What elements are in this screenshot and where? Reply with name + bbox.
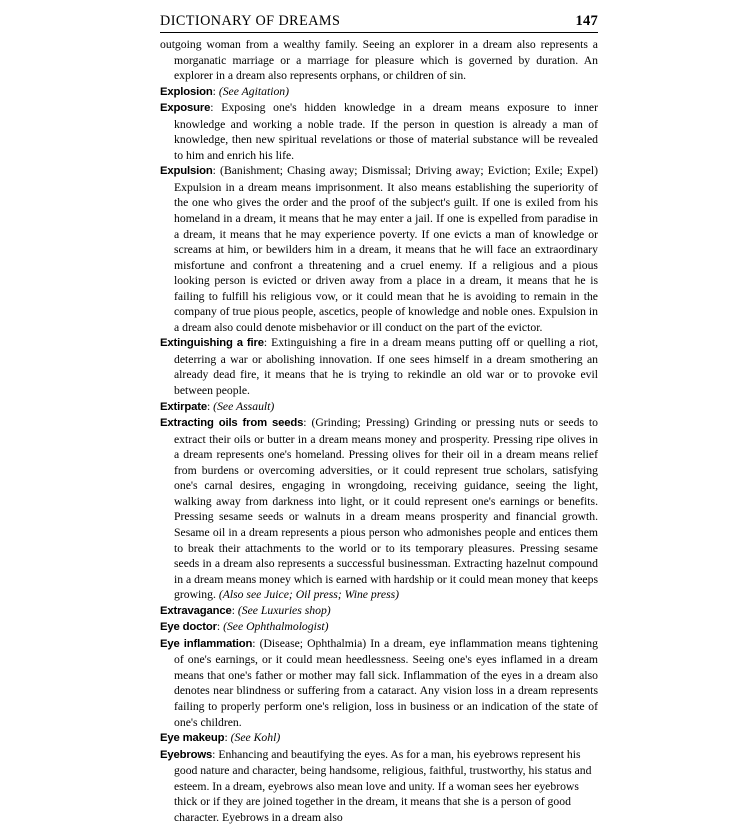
dictionary-entry bbox=[160, 730, 598, 747]
dictionary-entry bbox=[160, 37, 598, 84]
entry-headword: Extirpate bbox=[160, 400, 207, 413]
page-number: 147 bbox=[575, 13, 598, 29]
dictionary-entry bbox=[160, 84, 598, 101]
entry-body-text: (Grinding; Pressing) Grinding or pressing nuts or seeds to extract their oils or butter in a dream means money and prosperity. Pressing ripe olives in a dream represents one's homeland. Pressing olives for their oil in a dream means relief from burdens or overcoming adversities, or it could represent true scholars, satisfying one's carnal desires, engaging in wrongdoing, receiving guidance, seeing the light, walking away from darkness into light, or it could represent one's earnings or benefits. Pressing sesame seeds or walnuts in a dream means prosperity and financial growth. Sesame oil in a dream represents a pious person who admonishes people and entices them to break their attachments to the world or to its temporary pleasures. Pressing sesame seeds in a dream also represents a successful businessman. Extracting hazelnut compound in a dream means money which is earned with hardship or it could mean money that keeps growing. bbox=[174, 416, 599, 602]
entry-body-text: Exposing one's hidden knowledge in a dream means exposure to inner knowledge and working a noble trade. If the person in question is already a man of knowledge, then new spiritual revelations or those of material substance will be revealed to him and enrich his life. bbox=[174, 101, 598, 162]
entry-cross-reference: (See Luxuries shop) bbox=[237, 603, 331, 617]
entry-separator: : bbox=[216, 620, 224, 634]
entry-separator: : bbox=[303, 416, 312, 430]
dictionary-entry bbox=[160, 399, 598, 416]
entry-headword: Eye makeup bbox=[160, 732, 225, 745]
dictionary-entry bbox=[160, 163, 598, 335]
entry-separator: : bbox=[212, 164, 221, 178]
entry-separator: : bbox=[224, 731, 231, 745]
entry-cross-reference: (See Agitation) bbox=[218, 84, 290, 98]
entry-separator: : bbox=[210, 101, 222, 115]
entry-body-text: Enhancing and beautifying the eyes. As for a man, his eyebrows represent his good nature and character, being handsome, religious, faithful, trustworthy, his status and esteem. In a dream, eyebrows also mean love and unity. If a woman sees her eyebrows thick or if they are joined together in the dream, it means that she is a person of good character. Eyebrows in a dream also bbox=[174, 747, 592, 824]
entry-headword: Exposure bbox=[160, 102, 211, 115]
entry-headword: Eyebrows bbox=[160, 748, 213, 761]
running-head bbox=[160, 13, 598, 33]
dictionary-entry bbox=[160, 415, 598, 603]
page-body bbox=[160, 0, 598, 825]
entry-body-text: Extinguishing a fire in a dream means putting off or quelling a riot, deterring a war or abolishing innovation. If one sees himself in a dream smothering an already dead fire, it means that he is trying to rekindle an old war or to provoke evil between people. bbox=[174, 336, 598, 398]
entry-separator: : bbox=[231, 603, 238, 617]
entry-cross-reference: (See Kohl) bbox=[230, 731, 281, 745]
dictionary-entry bbox=[160, 335, 598, 398]
entry-cross-reference: (See Ophthalmologist) bbox=[223, 620, 329, 634]
dictionary-entry bbox=[160, 747, 598, 825]
entry-separator: : bbox=[207, 399, 214, 413]
entry-cross-reference: (See Assault) bbox=[213, 399, 275, 413]
entry-headword: Extravagance bbox=[160, 604, 232, 617]
entry-separator: : bbox=[212, 84, 219, 98]
dictionary-entry bbox=[160, 636, 598, 730]
running-head-title: DICTIONARY OF DREAMS bbox=[160, 13, 341, 29]
dictionary-entry bbox=[160, 619, 598, 636]
entry-headword: Expulsion bbox=[160, 165, 213, 178]
entry-headword: Eye inflammation bbox=[160, 637, 253, 650]
entry-separator: : bbox=[263, 336, 272, 350]
entry-headword: Explosion bbox=[160, 85, 213, 98]
entry-cross-reference: (Also see Juice; Oil press; Wine press) bbox=[218, 588, 400, 602]
dictionary-entry-list bbox=[160, 37, 598, 825]
entry-body-text: (Banishment; Chasing away; Dismissal; Driving away; Eviction; Exile; Expel) Expulsion in a dream means imprisonment. It also means establishing the superiority of the one who gives the order and the proof of the subject's guilt. If one is exiled from his homeland in a dream, it means that he may enter a jail. If one is expelled from paradise in a dream, it means that he may experience poverty. If one evicts a man of knowledge or screams at him, or bewilders him in a dream, it means that he will face an extraordinary misfortune and confront a threatening and a cruel enemy. If a religious and a pious looking person is evicted or driven away from a place in a dream, it means that he is failing to fulfill his religious vow, or it could mean that he is avoiding to remain in the company of true pious people, ascetics, people of knowledge and noble ones. Expulsion in a dream also could denote misbehavior or ill conduct on the part of the evictor. bbox=[174, 164, 599, 334]
entry-body-text: (Disease; Ophthalmia) In a dream, eye inflammation means tightening of one's earnings, or it could mean heedlessness. Seeing one's eyes inflamed in a dream means that one's father or mother may fall sick. Inflammation of the eyes in a dream also denotes near blindness or suffering from a cataract. Any vision loss in a dream represents failing to properly perform one's religion, loss in business or an indication of the state of one's children. bbox=[174, 636, 598, 729]
dictionary-entry bbox=[160, 100, 598, 163]
entry-headword: Extinguishing a fire bbox=[160, 337, 264, 350]
entry-headword: Extracting oils from seeds bbox=[160, 417, 304, 430]
dictionary-entry bbox=[160, 603, 598, 620]
entry-separator: : bbox=[212, 747, 219, 761]
entry-body-text: outgoing woman from a wealthy family. Seeing an explorer in a dream also represents a morganatic marriage or a marriage for pleasure which is governed by duration. An explorer in a dream also represents orphans, or children of sin. bbox=[160, 38, 598, 83]
entry-separator: : bbox=[252, 636, 260, 650]
entry-headword: Eye doctor bbox=[160, 621, 217, 634]
